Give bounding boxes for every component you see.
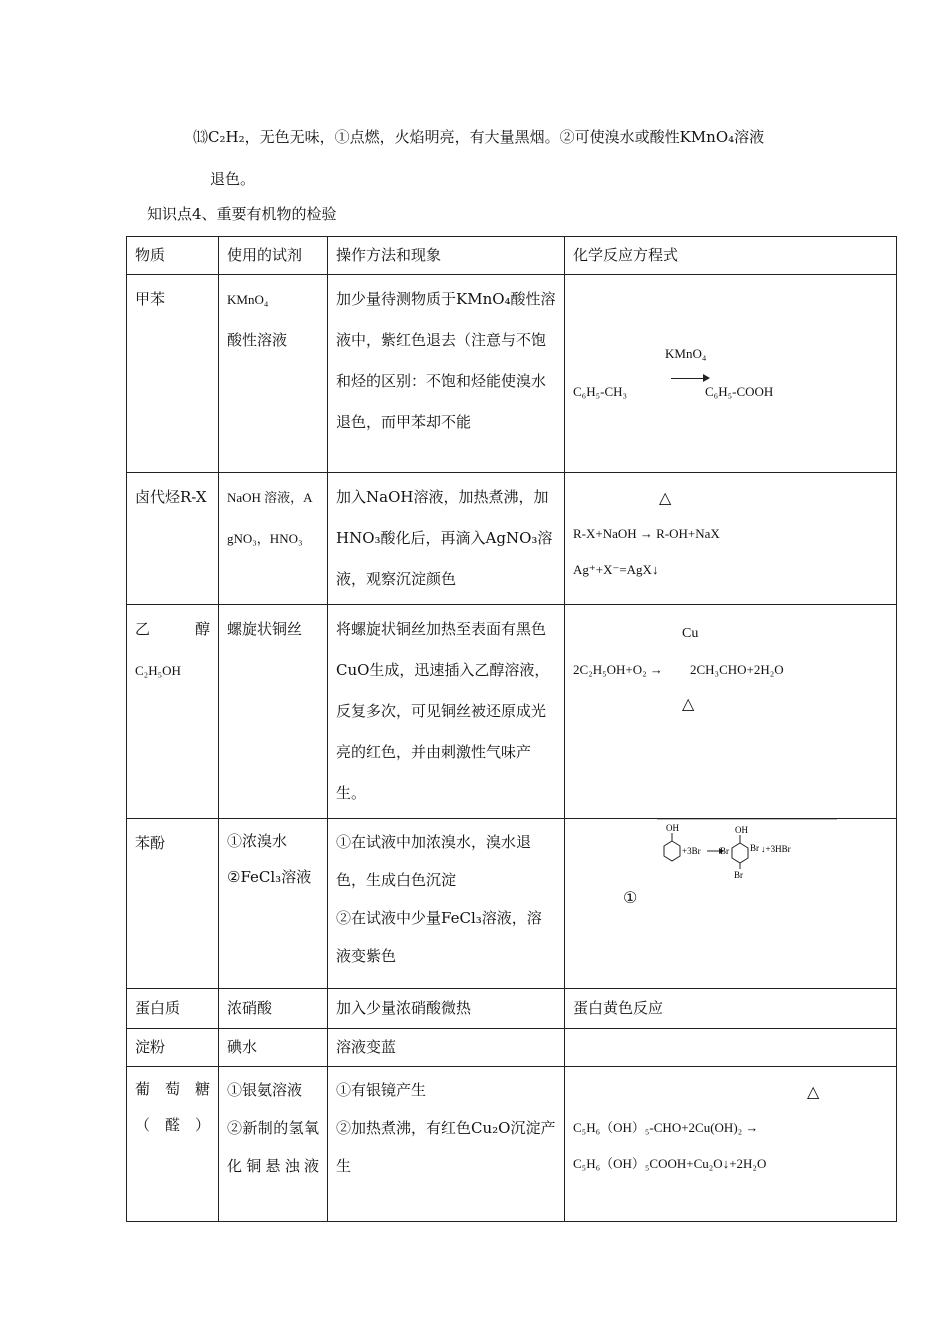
phenol-bromination-diagram: [657, 821, 837, 901]
cell-method: 加入少量浓硝酸微热: [328, 989, 565, 1029]
table-row: [127, 819, 897, 989]
table-row: [127, 605, 897, 819]
cell-equation: [565, 275, 897, 473]
cell-substance: 卤代烃R-X: [127, 473, 219, 605]
cell-equation: [565, 605, 897, 819]
method-line: ①在试液中加浓溴水，溴水退色，生成白色沉淀: [336, 833, 532, 889]
cell-substance: 苯酚: [127, 819, 219, 989]
phenol-ring-icon: [664, 841, 680, 861]
cell-method: 溶液变蓝: [328, 1029, 565, 1067]
cell-method: [328, 1067, 565, 1222]
substance-name: 乙醇: [135, 620, 210, 638]
header-method: 操作方法和现象: [328, 237, 565, 275]
cell-substance: [127, 605, 219, 819]
reagent-line: KMnO₄: [227, 292, 269, 307]
cell-reagent: [219, 1067, 328, 1222]
cell-substance: 淀粉: [127, 1029, 219, 1067]
hbr-byproduct-label: ↓+3HBr: [761, 844, 791, 854]
cell-equation: 蛋白黄色反应: [565, 989, 897, 1029]
table-row: [127, 473, 897, 605]
bromine-left-label: Br: [720, 846, 729, 856]
product-oh-label: OH: [735, 825, 748, 835]
reagent-line: ②FeCl₃溶液: [227, 868, 312, 886]
bromine-reagent-label: +3Br: [682, 846, 701, 856]
eq-condition: △: [682, 694, 695, 713]
eq-line-1: R-X+NaOH → R-OH+NaX: [573, 526, 720, 541]
header-substance: 物质: [127, 237, 219, 275]
cell-equation: [565, 1067, 897, 1222]
eq-line-1: C₅H₆（OH）₅-CHO+2Cu(OH)₂ →: [573, 1120, 759, 1135]
cell-method: 将螺旋状铜丝加热至表面有黑色CuO生成，迅速插入乙醇溶液，反复多次，可见铜丝被还原成光亮的红色，并由刺激性气味产生。: [328, 605, 565, 819]
reagent-line: ②新制的氢氧化铜悬浊液: [227, 1119, 319, 1175]
intro-line-2: 退色。: [210, 170, 256, 188]
cell-reagent: 碘水: [219, 1029, 328, 1067]
cell-equation: [565, 819, 897, 989]
eq-condition: KMnO₄: [665, 346, 707, 361]
image-top-edge: [657, 819, 837, 820]
table-row: [127, 275, 897, 473]
cell-method: [328, 819, 565, 989]
table-row: [127, 1029, 897, 1067]
table-row: [127, 1067, 897, 1222]
method-line: ①有银镜产生: [336, 1081, 427, 1099]
cell-substance: 蛋白质: [127, 989, 219, 1029]
header-equation: 化学反应方程式: [565, 237, 897, 275]
eq-line-2: Ag⁺+X⁻=AgX↓: [573, 562, 659, 577]
cell-reagent: NaOH 溶液，AgNO₃，HNO₃: [219, 473, 328, 605]
substance-name: 葡萄糖（醛）: [135, 1080, 210, 1134]
eq-right: 2CH₃CHO+2H₂O: [690, 662, 784, 677]
cell-equation: [565, 473, 897, 605]
cell-equation: [565, 1029, 897, 1067]
cell-reagent: 螺旋状铜丝: [219, 605, 328, 819]
cell-method: 加入NaOH溶液，加热煮沸，加HNO₃酸化后，再滴入AgNO₃溶液，观察沉淀颜色: [328, 473, 565, 605]
cell-reagent: [219, 275, 328, 473]
eq-condition: △: [659, 488, 672, 507]
phenol-oh-label: OH: [666, 823, 679, 833]
reagent-line: ①浓溴水: [227, 832, 288, 850]
bromine-right-label: Br: [750, 843, 759, 853]
cell-substance: [127, 1067, 219, 1222]
cell-substance: 甲苯: [127, 275, 219, 473]
eq-condition: △: [807, 1082, 820, 1101]
cell-method: 加少量待测物质于KMnO₄酸性溶液中，紫红色退去（注意与不饱和烃的区别：不饱和烃能使溴水退色，而甲苯却不能: [328, 275, 565, 473]
table-row: [127, 989, 897, 1029]
cell-reagent: 浓硝酸: [219, 989, 328, 1029]
method-line: ②在试液中少量FeCl₃溶液，溶液变紫色: [336, 909, 542, 965]
header-reagent: 使用的试剂: [219, 237, 328, 275]
eq-left: 2C₂H₅OH+O₂ →: [573, 662, 663, 677]
tribromophenol-ring-icon: [732, 843, 748, 863]
eq-line-2: C₅H₆（OH）₅COOH+Cu₂O↓+2H₂O: [573, 1156, 767, 1171]
reaction-arrow: [671, 378, 707, 379]
eq-right: C₆H₅-COOH: [705, 384, 774, 399]
section-title: 知识点4、重要有机物的检验: [147, 205, 337, 223]
method-line: ②加热煮沸，有红色Cu₂O沉淀产生: [336, 1119, 556, 1175]
cell-reagent: [219, 819, 328, 989]
eq-left: C₆H₅-CH₃: [573, 384, 628, 399]
table-header-row: [127, 237, 897, 275]
reagent-line: ①银氨溶液: [227, 1081, 303, 1099]
bromine-para-label: Br: [734, 870, 743, 880]
organic-test-table: [126, 236, 897, 1222]
reagent-line: 酸性溶液: [227, 331, 288, 349]
eq-catalyst: Cu: [682, 626, 699, 641]
eq-marker: ①: [623, 888, 638, 907]
substance-formula: C₂H₅OH: [135, 663, 181, 678]
intro-line-1: ⒀C₂H₂，无色无味，①点燃，火焰明亮，有大量黑烟。②可使溴水或酸性KMnO₄溶液: [193, 128, 765, 146]
